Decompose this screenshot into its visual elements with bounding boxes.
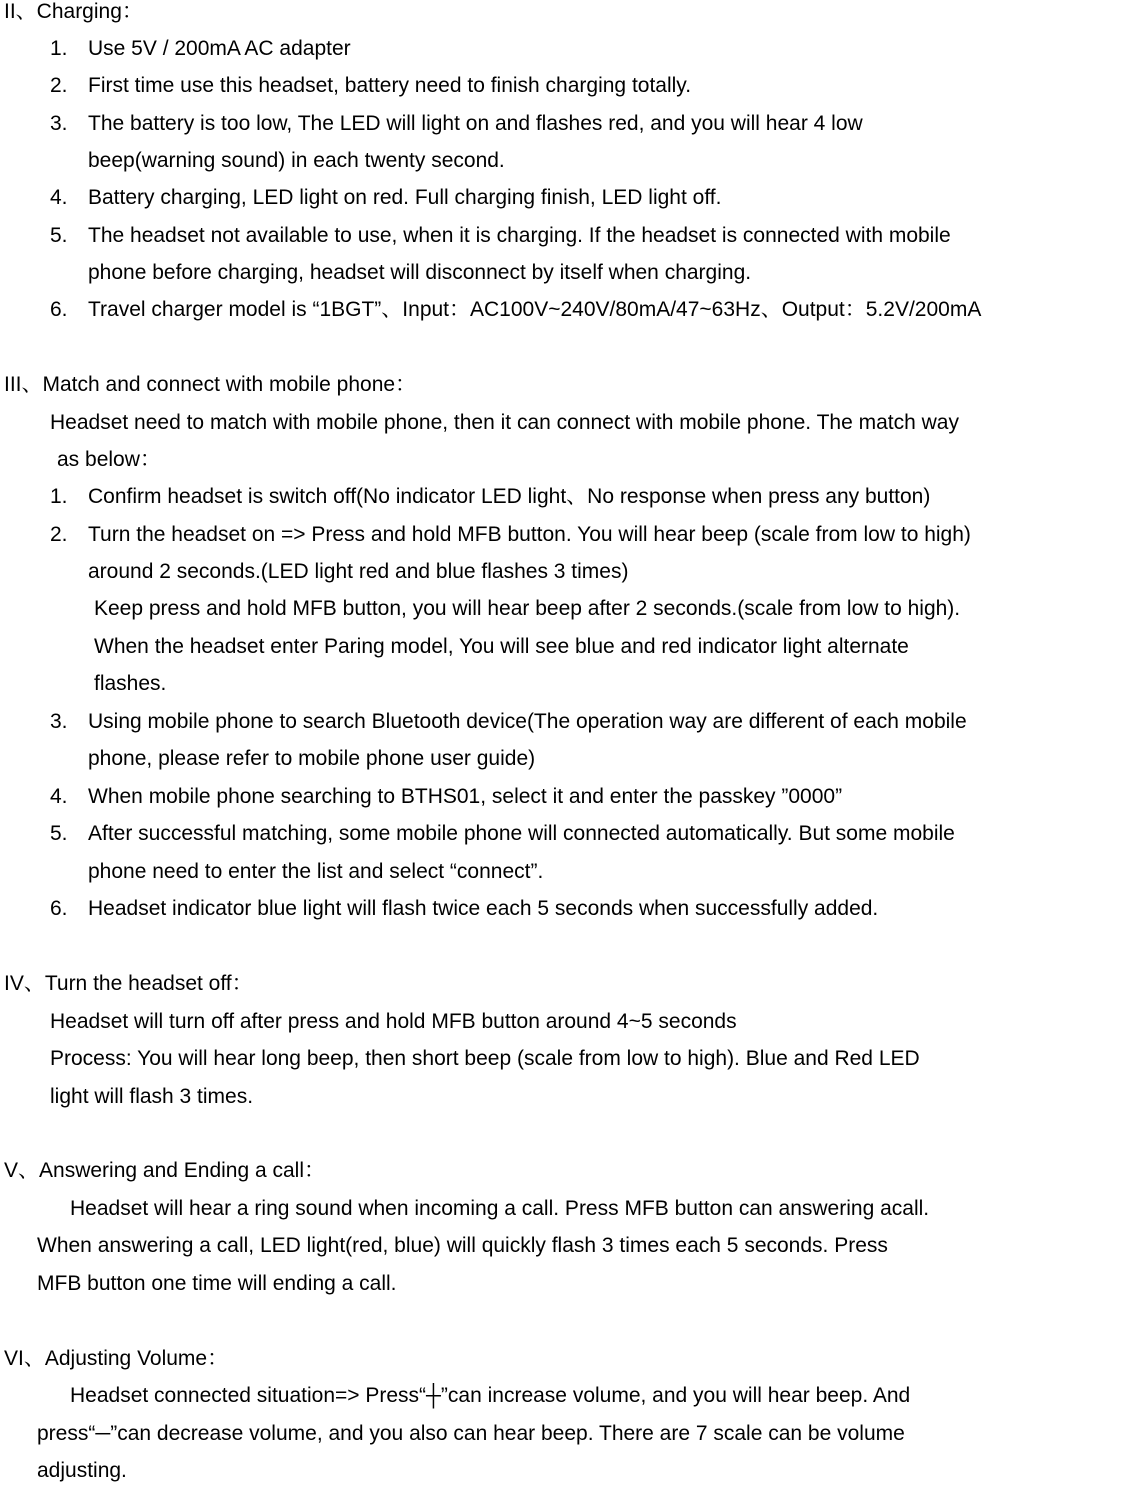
intro-text: as below： <box>57 448 161 471</box>
section-heading-turnoff: IV、Turn the headset off： <box>4 972 253 995</box>
list-item: Headset indicator blue light will flash twice each 5 seconds when successfully added. <box>88 897 879 920</box>
list-item: Turn the headset on => Press and hold MFB button. You will hear beep (scale from low to high) <box>88 523 971 546</box>
list-number: 5. <box>50 822 68 845</box>
list-item: Travel charger model is “1BGT”、Input：AC100V~240V/80mA/47~63Hz、Output：5.2V/200mA <box>88 298 982 321</box>
list-item: Confirm headset is switch off(No indicator LED light、No response when press any button) <box>88 485 931 508</box>
list-item: Using mobile phone to search Bluetooth device(The operation way are different of each mobile <box>88 710 967 733</box>
list-item-continuation: around 2 seconds.(LED light red and blue flashes 3 times) <box>88 560 629 583</box>
section-heading-charging: II、Charging： <box>4 0 143 23</box>
list-number: 1. <box>50 37 68 60</box>
list-number: 6. <box>50 298 68 321</box>
paragraph-line: Process: You will hear long beep, then short beep (scale from low to high). Blue and Red LED <box>50 1047 920 1070</box>
paragraph-line: Headset will hear a ring sound when incoming a call. Press MFB button can answering acall. <box>70 1197 930 1220</box>
list-item-continuation: phone, please refer to mobile phone user guide) <box>88 747 536 770</box>
paragraph-line: MFB button one time will ending a call. <box>37 1272 397 1295</box>
paragraph-line: Headset will turn off after press and hold MFB button around 4~5 seconds <box>50 1010 737 1033</box>
list-number: 2. <box>50 523 68 546</box>
list-item-continuation: phone before charging, headset will disconnect by itself when charging. <box>88 261 752 284</box>
section-heading-answer: V、Answering and Ending a call： <box>4 1159 326 1182</box>
list-item-continuation: phone need to enter the list and select “connect”. <box>88 860 544 883</box>
intro-text: Headset need to match with mobile phone, then it can connect with mobile phone. The match way <box>50 411 959 434</box>
paragraph-line: light will flash 3 times. <box>50 1085 254 1108</box>
list-item: Use 5V / 200mA AC adapter <box>88 37 351 60</box>
section-heading-match: III、Match and connect with mobile phone： <box>4 373 417 396</box>
list-item: Battery charging, LED light on red. Full charging finish, LED light off. <box>88 186 722 209</box>
list-number: 3. <box>50 710 68 733</box>
list-number: 3. <box>50 112 68 135</box>
section-heading-volume: VI、Adjusting Volume： <box>4 1347 229 1370</box>
list-number: 4. <box>50 186 68 209</box>
list-number: 2. <box>50 74 68 97</box>
list-number: 4. <box>50 785 68 808</box>
list-item: When mobile phone searching to BTHS01, select it and enter the passkey ”0000” <box>88 785 843 808</box>
list-item: After successful matching, some mobile phone will connected automatically. But some mobile <box>88 822 955 845</box>
list-item-sub: flashes. <box>94 672 167 695</box>
list-item-sub: Keep press and hold MFB button, you will hear beep after 2 seconds.(scale from low to high). <box>94 597 961 620</box>
list-item: The battery is too low, The LED will light on and flashes red, and you will hear 4 low <box>88 112 863 135</box>
paragraph-line: Headset connected situation=> Press“┼”can increase volume, and you will hear beep. And <box>70 1384 911 1407</box>
list-number: 5. <box>50 224 68 247</box>
paragraph-line: adjusting. <box>37 1459 127 1482</box>
list-item-continuation: beep(warning sound) in each twenty second. <box>88 149 505 172</box>
paragraph-line: When answering a call, LED light(red, blue) will quickly flash 3 times each 5 seconds. Press <box>37 1234 888 1257</box>
list-number: 1. <box>50 485 68 508</box>
list-number: 6. <box>50 897 68 920</box>
list-item: First time use this headset, battery need to finish charging totally. <box>88 74 692 97</box>
list-item: The headset not available to use, when it is charging. If the headset is connected with mobile <box>88 224 951 247</box>
paragraph-line: press“─”can decrease volume, and you also can hear beep. There are 7 scale can be volume <box>37 1422 905 1445</box>
list-item-sub: When the headset enter Paring model, You will see blue and red indicator light alternate <box>94 635 909 658</box>
